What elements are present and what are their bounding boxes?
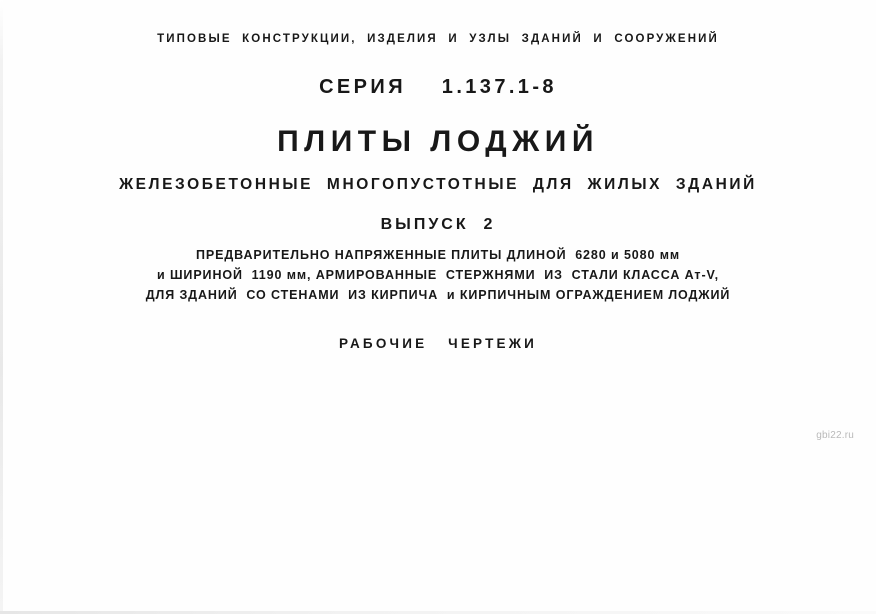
watermark: gbi22.ru <box>816 430 854 441</box>
document-type: РАБОЧИЕ ЧЕРТЕЖИ <box>338 336 538 351</box>
issue-number: ВЫПУСК 2 <box>380 216 496 233</box>
description-block <box>0 249 876 308</box>
document-subtitle: ЖЕЛЕЗОБЕТОННЫЕ МНОГОПУСТОТНЫЕ ДЛЯ ЖИЛЫХ ЗДАНИЙ <box>119 176 757 193</box>
series-header: ТИПОВЫЕ КОНСТРУКЦИИ, ИЗДЕЛИЯ И УЗЛЫ ЗДАНИЙ И СООРУЖЕНИЙ <box>157 33 719 45</box>
document-title: ПЛИТЫ ЛОДЖИЙ <box>277 125 599 158</box>
series-number: СЕРИЯ 1.137.1-8 <box>319 76 557 98</box>
description-line-3: ДЛЯ ЗДАНИЙ СО СТЕНАМИ ИЗ КИРПИЧА и КИРПИЧНЫМ ОГРАЖДЕНИЕМ ЛОДЖИЙ <box>145 287 731 302</box>
description-line-2: и ШИРИНОЙ 1190 мм, АРМИРОВАННЫЕ СТЕРЖНЯМИ ИЗ СТАЛИ КЛАССА Ат-V, <box>157 267 719 282</box>
description-line-1: ПРЕДВАРИТЕЛЬНО НАПРЯЖЕННЫЕ ПЛИТЫ ДЛИНОЙ 6280 и 5080 мм <box>195 248 681 262</box>
